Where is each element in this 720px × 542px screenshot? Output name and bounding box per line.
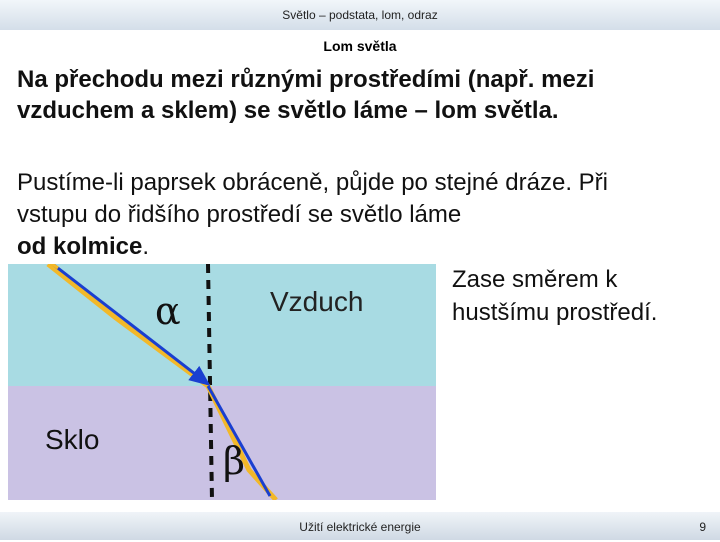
header-title: Světlo – podstata, lom, odraz bbox=[282, 8, 438, 22]
page-number: 9 bbox=[699, 520, 706, 534]
refraction-diagram bbox=[8, 264, 436, 500]
alpha-label bbox=[154, 282, 184, 332]
glass-label: Sklo bbox=[45, 424, 100, 455]
note-line-2: hustšímu prostředí. bbox=[452, 299, 658, 326]
intro-paragraph bbox=[17, 64, 717, 126]
note-line-1: Zase směrem k bbox=[452, 266, 618, 293]
header-bar bbox=[0, 0, 720, 30]
beta-label bbox=[222, 436, 252, 488]
body-line-3 bbox=[17, 231, 717, 263]
footer-bar bbox=[0, 512, 720, 540]
intro-line-2: vzduchem a sklem) se světlo láme – lom světla. bbox=[17, 97, 559, 124]
beta-symbol: β bbox=[223, 439, 245, 483]
body-emphasis: od kolmice bbox=[17, 233, 143, 260]
body-line-1: Pustíme-li paprsek obráceně, půjde po stejné dráze. Při bbox=[17, 169, 608, 196]
normal-line bbox=[208, 264, 212, 500]
alpha-symbol: α bbox=[155, 289, 181, 332]
intro-line-1: Na přechodu mezi různými prostředími (např. mezi bbox=[17, 66, 595, 93]
body-line-2: vstupu do řidšího prostředí se světlo láme bbox=[17, 201, 462, 228]
body-paragraph bbox=[17, 167, 717, 263]
incident-ray bbox=[50, 264, 208, 384]
body-line-3-end: . bbox=[142, 233, 150, 260]
footer-text: Užití elektrické energie bbox=[299, 520, 421, 534]
air-label: Vzduch bbox=[270, 286, 364, 317]
slide-subtitle: Lom světla bbox=[323, 38, 397, 54]
note-text bbox=[452, 263, 712, 329]
